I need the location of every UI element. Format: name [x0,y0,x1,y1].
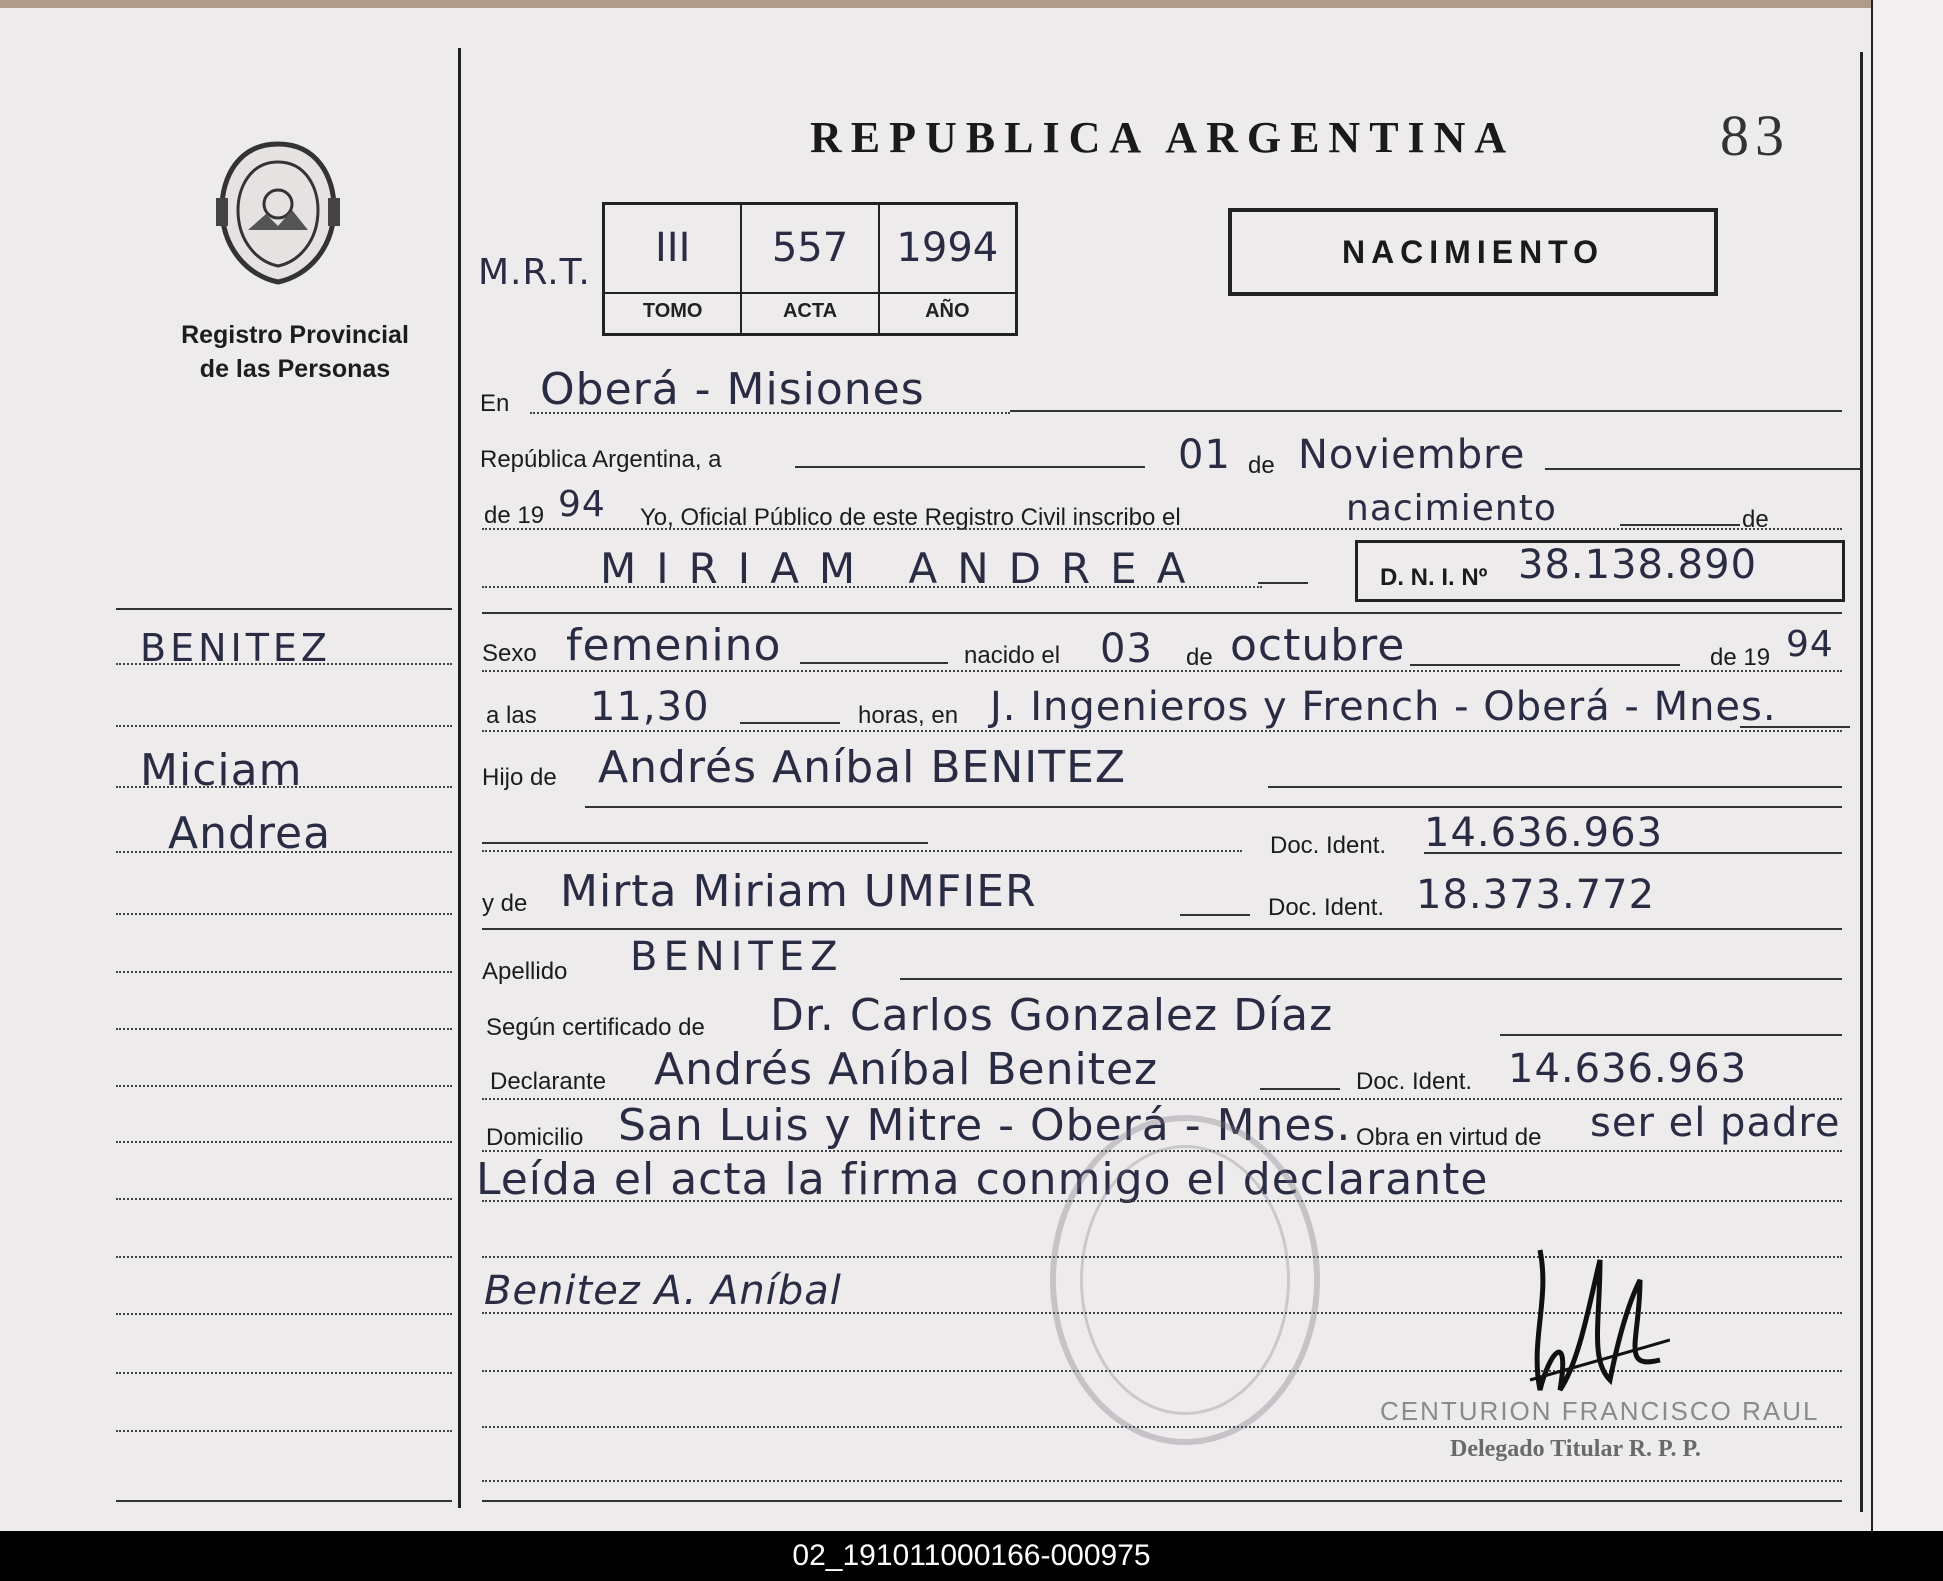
main-divider-1 [482,612,1842,614]
declarante-line [1260,1088,1340,1090]
certificado-value: Dr. Carlos Gonzalez Díaz [770,990,1334,1041]
certificado-line [1500,1034,1842,1036]
nacido-month-line [1410,664,1680,666]
document-type-box: NACIMIENTO [1228,208,1718,296]
de-label-2: de [1742,506,1769,533]
province-seal-icon [208,138,348,288]
declarante-doc: 14.636.963 [1508,1046,1748,1092]
left-margin-line [116,913,452,915]
official-signature-icon [1520,1240,1670,1410]
dni-value: 38.138.890 [1518,542,1758,588]
nacido-day: 03 [1100,626,1153,672]
padre-doc-blank [482,842,928,844]
left-margin-line [116,1085,452,1087]
bottom-line [482,1500,1842,1502]
padre-doc: 14.636.963 [1424,810,1664,856]
ano-value: 1994 [896,225,999,271]
de-label-3: de [1186,644,1213,671]
official-name: CENTURION FRANCISCO RAUL [1380,1396,1820,1426]
madre-line [1180,914,1250,916]
ruled-line [482,1480,1842,1482]
registry-line-1: Registro Provincial [181,321,409,349]
padre-value: Andrés Aníbal BENITEZ [598,742,1127,793]
margin-first-name: Miciam [140,745,303,796]
yo-text: Yo, Oficial Público de este Registro Civil inscribo el [640,504,1181,531]
padre-doc-dots [482,850,1242,852]
tomo-value: III [654,225,691,271]
image-caption: 02_191011000166-000975 [0,1531,1943,1581]
month-value: Noviembre [1298,432,1526,478]
left-margin-line [116,1198,452,1200]
hijo-label: Hijo de [482,764,557,791]
nacido-month: octubre [1230,620,1406,671]
declarante-label: Declarante [490,1068,607,1095]
sexo-line [800,662,948,664]
declarante-doc-label: Doc. Ident. [1356,1068,1473,1095]
left-margin-line [116,1372,452,1374]
dni-label: D. N. I. Nº [1380,564,1488,591]
acta-label: ACTA [742,292,877,323]
child-name: MIRIAM ANDREA [600,544,1206,593]
left-margin-line [116,971,452,973]
padre-line-2 [585,806,1842,808]
left-margin-bottom-line [116,1500,452,1502]
child-name-line [1258,582,1308,584]
left-margin-line [116,1141,452,1143]
leida-text: Leída el acta la firma conmigo el declarante [476,1154,1489,1205]
page-number: 83 [1720,103,1790,168]
domicilio-label: Domicilio [486,1124,584,1151]
ano-cell [880,205,1015,333]
left-margin-line [116,1430,452,1432]
left-margin-line [116,1256,452,1258]
left-margin-line [116,1313,452,1315]
left-margin-line [116,1028,452,1030]
padre-doc-line [1424,852,1842,854]
child-name-dots [482,586,1262,588]
madre-value: Mirta Miriam UMFIER [560,866,1037,917]
apellido-value: BENITEZ [630,934,844,980]
hora-line [740,722,840,724]
official-stamp [1050,1115,1320,1445]
registry-line-2: de las Personas [199,355,391,383]
republica-label: República Argentina, a [480,446,722,473]
obra-value: ser el padre [1590,1100,1841,1146]
registry-grid [602,202,1018,336]
registry-name [150,318,440,386]
lugar-value: J. Ingenieros y French - Oberá - Mnes. [990,684,1777,730]
padre-doc-label: Doc. Ident. [1270,832,1387,859]
lugar-line [1740,726,1850,728]
en-label: En [480,390,510,417]
de19-label: de 19 [1710,644,1771,671]
sexo-label: Sexo [482,640,537,667]
country-title: REPUBLICA ARGENTINA [810,113,1516,162]
y-de-label: y de [482,890,528,917]
en-value: Oberá - Misiones [540,364,925,415]
horas-label: horas, en [858,702,959,729]
declarante-value: Andrés Aníbal Benitez [654,1044,1159,1095]
margin-second-name: Andrea [168,808,332,859]
inscribo-line [1620,524,1740,526]
hora-value: 11,30 [590,684,710,730]
acta-cell [742,205,879,333]
inscribo-value: nacimiento [1346,488,1557,529]
sexo-dots [482,670,1842,672]
de-label-1: de [1248,452,1275,479]
obra-label: Obra en virtud de [1356,1124,1542,1151]
apellido-label: Apellido [482,958,568,985]
left-divider [458,48,461,1508]
day-value: 01 [1178,432,1231,478]
left-margin-top-line [116,608,452,610]
en-line [530,412,1010,414]
year-line [482,528,1842,530]
nacido-year: 94 [1786,624,1834,665]
en-line-rest [1010,410,1842,412]
apellido-line [900,978,1842,980]
madre-doc: 18.373.772 [1416,872,1656,918]
year-prefix: de 19 [484,502,545,529]
right-border [1860,52,1863,1512]
declarant-signature: Benitez A. Aníbal [484,1268,842,1314]
main-divider-2 [482,928,1842,930]
page-edge [1871,0,1943,1531]
tomo-cell [605,205,742,333]
domicilio-value: San Luis y Mitre - Oberá - Mnes. [618,1100,1352,1151]
a-las-dots [482,730,1842,732]
madre-doc-label: Doc. Ident. [1268,894,1385,921]
acta-value: 557 [771,225,849,271]
a-las-label: a las [486,702,537,729]
month-line [1545,468,1861,470]
nacido-label: nacido el [964,642,1061,669]
republica-line [795,466,1145,468]
segun-label: Según certificado de [486,1014,705,1041]
margin-surname: BENITEZ [140,626,331,670]
sexo-value: femenino [566,620,782,671]
left-margin-line [116,725,452,727]
registry-prefix: M.R.T. [478,252,591,293]
year-value: 94 [558,484,606,525]
tomo-label: TOMO [605,292,740,323]
official-role: Delegado Titular R. P. P. [1450,1436,1701,1462]
padre-line [1268,786,1842,788]
ano-label: AÑO [880,292,1015,323]
